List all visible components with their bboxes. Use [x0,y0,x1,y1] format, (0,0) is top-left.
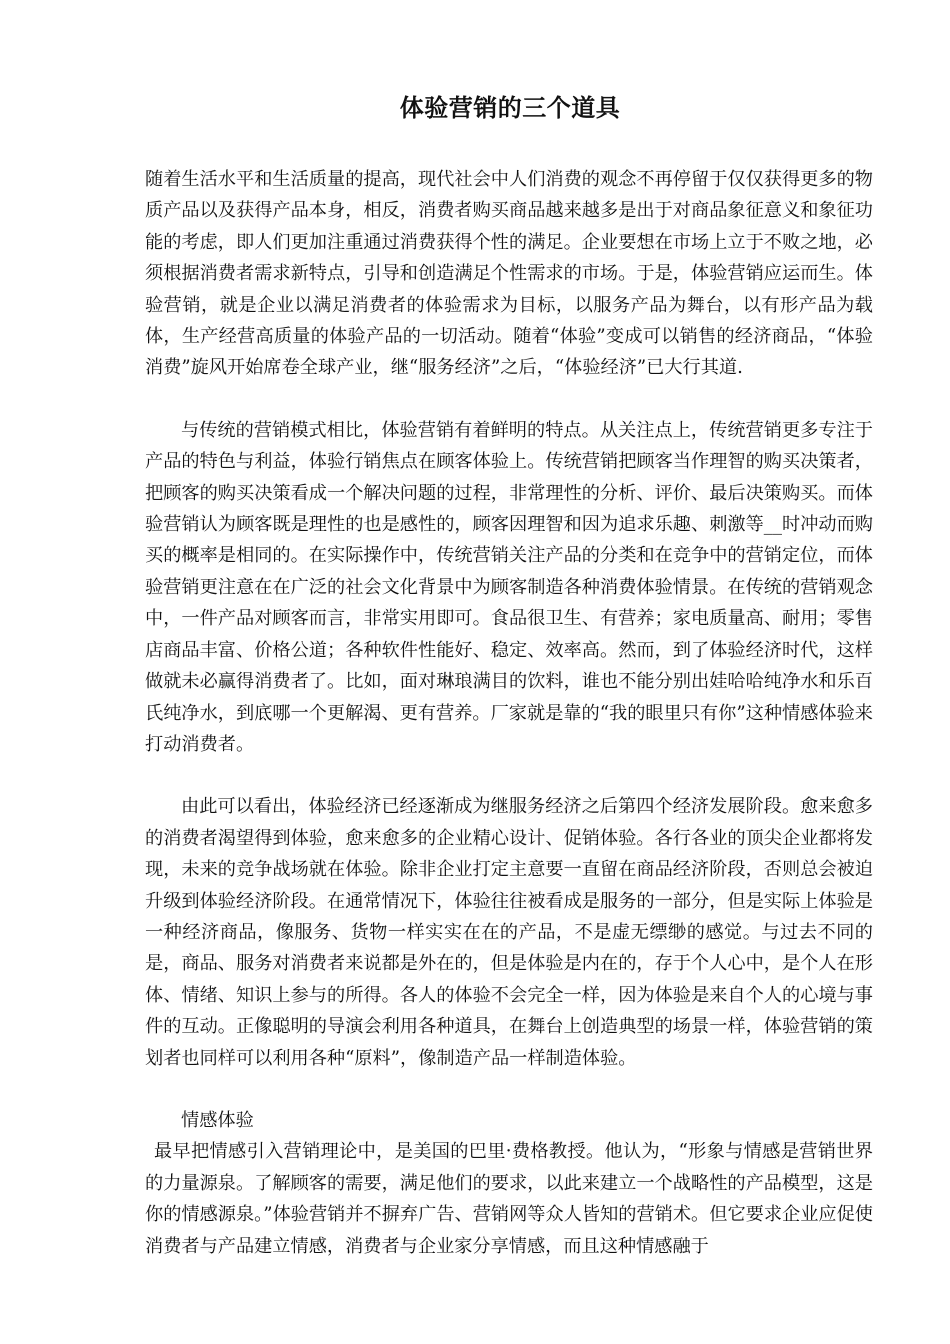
paragraph-emotional-experience: 最早把情感引入营销理论中，是美国的巴里·费格教授。他认为，“形象与情感是营销世界的力量源泉。了解顾客的需要，满足他们的要求，以此来建立一个战略性的产品模型，这是你的情感源泉。”体验营销并不摒弃广告、营销网等众人皆知的营销术。但它要求企业应促使消费者与产品建立情感，消费者与企业家分享情感，而且这种情感融于 [145,1141,873,1257]
document-body [145,164,873,1262]
paragraph-intro: 随着生活水平和生活质量的提高，现代社会中人们消费的观念不再停留于仅仅获得更多的物质产品以及获得产品本身，相反，消费者购买商品越来越多是出于对商品象征意义和象征功能的考虑，即人们更加注重通过消费获得个性的满足。企业要想在市场上立于不败之地，必须根据消费者需求新特点，引导和创造满足个性需求的市场。于是，体验营销应运而生。体验营销，就是企业以满足消费者的体验需求为目标，以服务产品为舞台，以有形产品为载体，生产经营高质量的体验产品的一切活动。随着“体验”变成可以销售的经济商品，“体验消费”旋风开始席卷全球产业，继“服务经济”之后，“体验经济”已大行其道. [145,169,873,379]
document-title: 体验营销的三个道具 [399,93,621,122]
section-heading-emotional-experience: 情感体验 [181,1109,254,1131]
paragraph-comparison: 与传统的营销模式相比，体验营销有着鲜明的特点。从关注点上，传统营销更多专注于产品的特色与利益，体验行销焦点在顾客体验上。传统营销把顾客当作理智的购买决策者，把顾客的购买决策看成一个解决问题的过程，非常理性的分析、评价、最后决策购买。而体验营销认为顾客既是理性的也是感性的，顾客因理智和因为追求乐趣、刺激等__时冲动而购买的概率是相同的。在实际操作中，传统营销关注产品的分类和在竞争中的营销定位，而体验营销更注意在在广泛的社会文化背景中为顾客制造各种消费体验情景。在传统的营销观念中，一件产品对顾客而言，非常实用即可。食品很卫生、有营养；家电质量高、耐用；零售店商品丰富、价格公道；各种软件性能好、稳定、效率高。然而，到了体验经济时代，这样做就未必赢得消费者了。比如，面对琳琅满目的饮料，谁也不能分别出娃哈哈纯净水和乐百氏纯净水，到底哪一个更解渴、更有营养。厂家就是靠的“我的眼里只有你”这种情感体验来打动消费者。 [145,419,873,755]
paragraph-experience-economy: 由此可以看出，体验经济已经逐渐成为继服务经济之后第四个经济发展阶段。愈来愈多的消费者渴望得到体验，愈来愈多的企业精心设计、促销体验。各行各业的顶尖企业都将发现，未来的竞争战场就在体验。除非企业打定主意要一直留在商品经济阶段，否则总会被迫升级到体验经济阶段。在通常情况下，体验往往被看成是服务的一部分，但是实际上体验是一种经济商品，像服务、货物一样实实在在的产品，不是虚无缥缈的感觉。与过去不同的是，商品、服务对消费者来说都是外在的，但是体验是内在的，存于个人心中，是个人在形体、情绪、知识上参与的所得。各人的体验不会完全一样，因为体验是来自个人的心境与事件的互动。正像聪明的导演会利用各种道具，在舞台上创造典型的场景一样，体验营销的策划者也同样可以利用各种“原料”，像制造产品一样制造体验。 [145,796,873,1069]
